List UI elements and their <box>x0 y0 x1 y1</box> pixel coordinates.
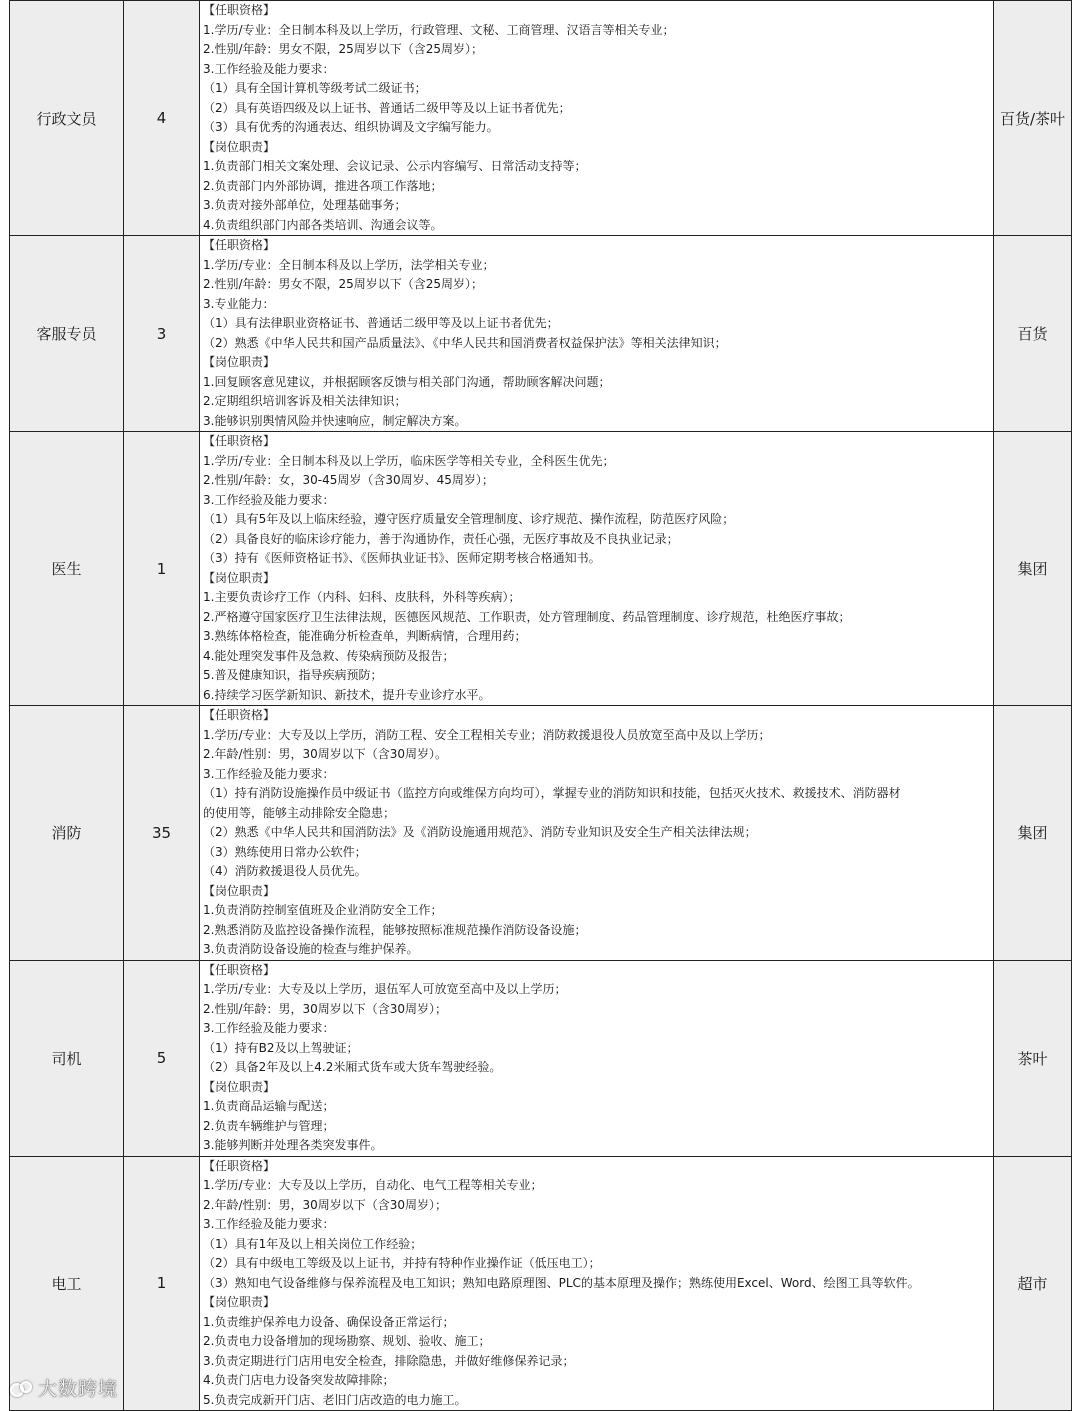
table-row <box>10 432 1072 706</box>
description-line: 【任职资格】 <box>203 3 276 17</box>
description-line: （1）具有法律职业资格证书、普通话二级甲等及以上证书者优先； <box>203 316 559 330</box>
description-line: 3.工作经验及能力要求： <box>203 1217 335 1231</box>
table-row <box>10 960 1072 1156</box>
job-headcount: 3 <box>124 236 200 432</box>
description-line: 【任职资格】 <box>203 434 276 448</box>
job-department: 集团 <box>994 432 1072 706</box>
description-line: （2）具有中级电工等级及以上证书，并持有特种作业操作证（低压电工）； <box>203 1256 601 1270</box>
description-line: 1.学历/专业：大专及以上学历，消防工程、安全工程相关专业；消防救援退役人员放宽至高中及以上学历； <box>203 727 771 742</box>
description-line: 1.学历/专业：全日制本科及以上学历，法学相关专业； <box>203 257 495 272</box>
job-headcount: 35 <box>124 706 200 961</box>
job-headcount: 1 <box>124 432 200 706</box>
description-line: 3.负责消防设备设施的检查与维护保养。 <box>203 942 419 956</box>
description-line: （1）具有1年及以上相关岗位工作经验； <box>203 1236 423 1251</box>
job-title: 司机 <box>10 960 124 1156</box>
description-line: 2.负责车辆维护与管理； <box>203 1118 335 1133</box>
description-line: 2.定期组织培训客诉及相关法律知识； <box>203 394 407 408</box>
description-line: 1.学历/专业：全日制本科及以上学历，行政管理、文秘、工商管理、汉语言等相关专业； <box>203 22 675 37</box>
job-table <box>9 0 1072 1411</box>
description-line: 2.性别/年龄：男女不限，25周岁以下（含25周岁）； <box>203 42 484 56</box>
watermark-text: 大数跨境 <box>38 1378 119 1400</box>
watermark-logo-icon <box>10 1380 32 1396</box>
description-line: 【岗位职责】 <box>203 883 276 898</box>
description-line: （3）持有《医师资格证书》、《医师执业证书》、医师定期考核合格通知书。 <box>203 551 601 565</box>
description-line: 5.普及健康知识，指导疾病预防； <box>203 668 383 682</box>
description-line: （4）消防救援退役人员优先。 <box>203 864 367 878</box>
description-line: 1.学历/专业：大专及以上学历，自动化、电气工程等相关专业； <box>203 1178 543 1192</box>
description-line: 2.负责电力设备增加的现场勘察、规划、验收、施工； <box>203 1334 491 1348</box>
job-headcount: 4 <box>124 1 200 236</box>
job-department: 超市 <box>994 1156 1072 1411</box>
description-line: 3.专业能力： <box>203 296 275 311</box>
description-line: 【任职资格】 <box>203 238 276 252</box>
job-description <box>200 1 994 236</box>
description-line: 【岗位职责】 <box>203 1295 276 1309</box>
description-line: 3.能够识别舆情风险并快速响应，制定解决方案。 <box>203 413 467 428</box>
job-table-body <box>10 1 1072 1411</box>
job-title: 消防 <box>10 706 124 961</box>
description-line: （1）具有全国计算机等级考试二级证书； <box>203 81 427 95</box>
table-row <box>10 1 1072 236</box>
description-line: 4.负责组织部门内部各类培训、沟通会议等。 <box>203 217 443 232</box>
description-line: （3）具有优秀的沟通表达、组织协调及文字编写能力。 <box>203 120 499 134</box>
description-line: 1.负责维护保养电力设备、确保设备正常运行； <box>203 1314 455 1329</box>
job-description <box>200 706 994 961</box>
job-title: 医生 <box>10 432 124 706</box>
description-line: （3）熟练使用日常办公软件； <box>203 844 367 859</box>
description-line: 【岗位职责】 <box>203 139 276 154</box>
description-line: （1）具有5年及以上临床经验，遵守医疗质量安全管理制度、诊疗规范、操作流程，防范医疗风险； <box>203 512 735 526</box>
description-line: （2）熟悉《中华人民共和国产品质量法》、《中华人民共和国消费者权益保护法》等相关法律知识； <box>203 335 727 350</box>
job-headcount: 5 <box>124 960 200 1156</box>
job-title: 电工 <box>10 1156 124 1411</box>
description-line: （1）持有消防设施操作员中级证书（监控方向或维保方向均可），掌握专业的消防知识和技能，包括灭火技术、救援技术、消防器材 <box>203 786 901 800</box>
description-line: 1.回复顾客意见建议，并根据顾客反馈与相关部门沟通，帮助顾客解决问题； <box>203 374 611 389</box>
description-line: 【任职资格】 <box>203 708 276 722</box>
description-line: 【任职资格】 <box>203 1158 276 1173</box>
description-line: 2.性别/年龄：女，30-45周岁（含30周岁、45周岁）； <box>203 473 494 487</box>
description-line: （2）熟悉《中华人民共和国消防法》及《消防设施通用规范》、消防专业知识及安全生产相关法律法规； <box>203 825 757 839</box>
table-row <box>10 1156 1072 1411</box>
job-department: 百货 <box>994 236 1072 432</box>
table-row <box>10 706 1072 961</box>
description-line: 1.主要负责诊疗工作（内科、妇科、皮肤科，外科等疾病）； <box>203 590 521 604</box>
description-line: 2.性别/年龄：男，30周岁以下（含30周岁）； <box>203 1001 448 1016</box>
description-line: 2.性别/年龄：男女不限，25周岁以下（含25周岁）； <box>203 277 484 291</box>
description-line: 【任职资格】 <box>203 962 276 977</box>
description-line: 5.负责完成新开门店、老旧门店改造的电力施工。 <box>203 1392 467 1407</box>
job-title: 客服专员 <box>10 236 124 432</box>
description-line: 1.学历/专业：大专及以上学历，退伍军人可放宽至高中及以上学历； <box>203 982 567 996</box>
description-line: 1.学历/专业：全日制本科及以上学历，临床医学等相关专业，全科医生优先； <box>203 453 615 468</box>
description-line: （2）具备良好的临床诊疗能力，善于沟通协作，责任心强，无医疗事故及不良执业记录； <box>203 531 679 546</box>
description-line: 3.负责对接外部单位，处理基础事务； <box>203 198 407 212</box>
job-department: 百货/茶叶 <box>994 1 1072 236</box>
description-line: （2）具备2年及以上4.2米厢式货车或大货车驾驶经验。 <box>203 1060 502 1074</box>
description-line: 3.工作经验及能力要求： <box>203 492 335 507</box>
job-description <box>200 236 994 432</box>
description-line: 【岗位职责】 <box>203 1079 276 1094</box>
description-line: 的使用等，能够主动排除安全隐患； <box>203 805 396 820</box>
description-line: 3.工作经验及能力要求： <box>203 1021 335 1035</box>
job-description <box>200 432 994 706</box>
description-line: 4.负责门店电力设备突发故障排除； <box>203 1373 395 1387</box>
description-line: 3.负责定期进行门店用电安全检查，排除隐患，并做好维修保养记录； <box>203 1353 575 1368</box>
description-line: 1.负责商品运输与配送； <box>203 1099 335 1113</box>
job-description <box>200 960 994 1156</box>
table-row <box>10 236 1072 432</box>
job-description <box>200 1156 994 1411</box>
watermark <box>10 1374 118 1401</box>
description-line: （3）熟知电气设备维修与保养流程及电工知识；熟知电路原理图、PLC的基本原理及操作；熟练使用Excel、Word、绘图工具等软件。 <box>203 1275 920 1290</box>
description-line: 2.熟悉消防及监控设备操作流程，能够按照标准规范操作消防设备设施； <box>203 922 587 937</box>
job-headcount: 1 <box>124 1156 200 1411</box>
description-line: 1.负责部门相关文案处理、会议记录、公示内容编写、日常活动支持等； <box>203 159 587 173</box>
description-line: 【岗位职责】 <box>203 355 276 369</box>
description-line: 3.工作经验及能力要求： <box>203 766 335 781</box>
job-title: 行政文员 <box>10 1 124 236</box>
description-line: 1.负责消防控制室值班及企业消防安全工作； <box>203 903 443 917</box>
job-department: 集团 <box>994 706 1072 961</box>
description-line: 【岗位职责】 <box>203 570 276 585</box>
description-line: 2.年龄/性别：男，30周岁以下（含30周岁）； <box>203 1197 448 1212</box>
job-department: 茶叶 <box>994 960 1072 1156</box>
description-line: 2.年龄/性别：男，30周岁以下（含30周岁）。 <box>203 747 448 761</box>
description-line: 3.能够判断并处理各类突发事件。 <box>203 1138 383 1152</box>
description-line: 2.负责部门内外部协调，推进各项工作落地； <box>203 178 443 193</box>
description-line: （2）具有英语四级及以上证书、普通话二级甲等及以上证书者优先； <box>203 100 571 115</box>
description-line: 4.能处理突发事件及急救、传染病预防及报告； <box>203 648 455 663</box>
description-line: （1）持有B2及以上驾驶证； <box>203 1040 359 1055</box>
description-line: 2.严格遵守国家医疗卫生法律法规，医德医风规范、工作职责，处方管理制度、药品管理制度、诊疗规范，杜绝医疗事故； <box>203 609 851 624</box>
description-line: 3.熟练体格检查，能准确分析检查单，判断病情，合理用药； <box>203 629 527 643</box>
description-line: 3.工作经验及能力要求： <box>203 61 335 76</box>
description-line: 6.持续学习医学新知识、新技术，提升专业诊疗水平。 <box>203 687 491 702</box>
